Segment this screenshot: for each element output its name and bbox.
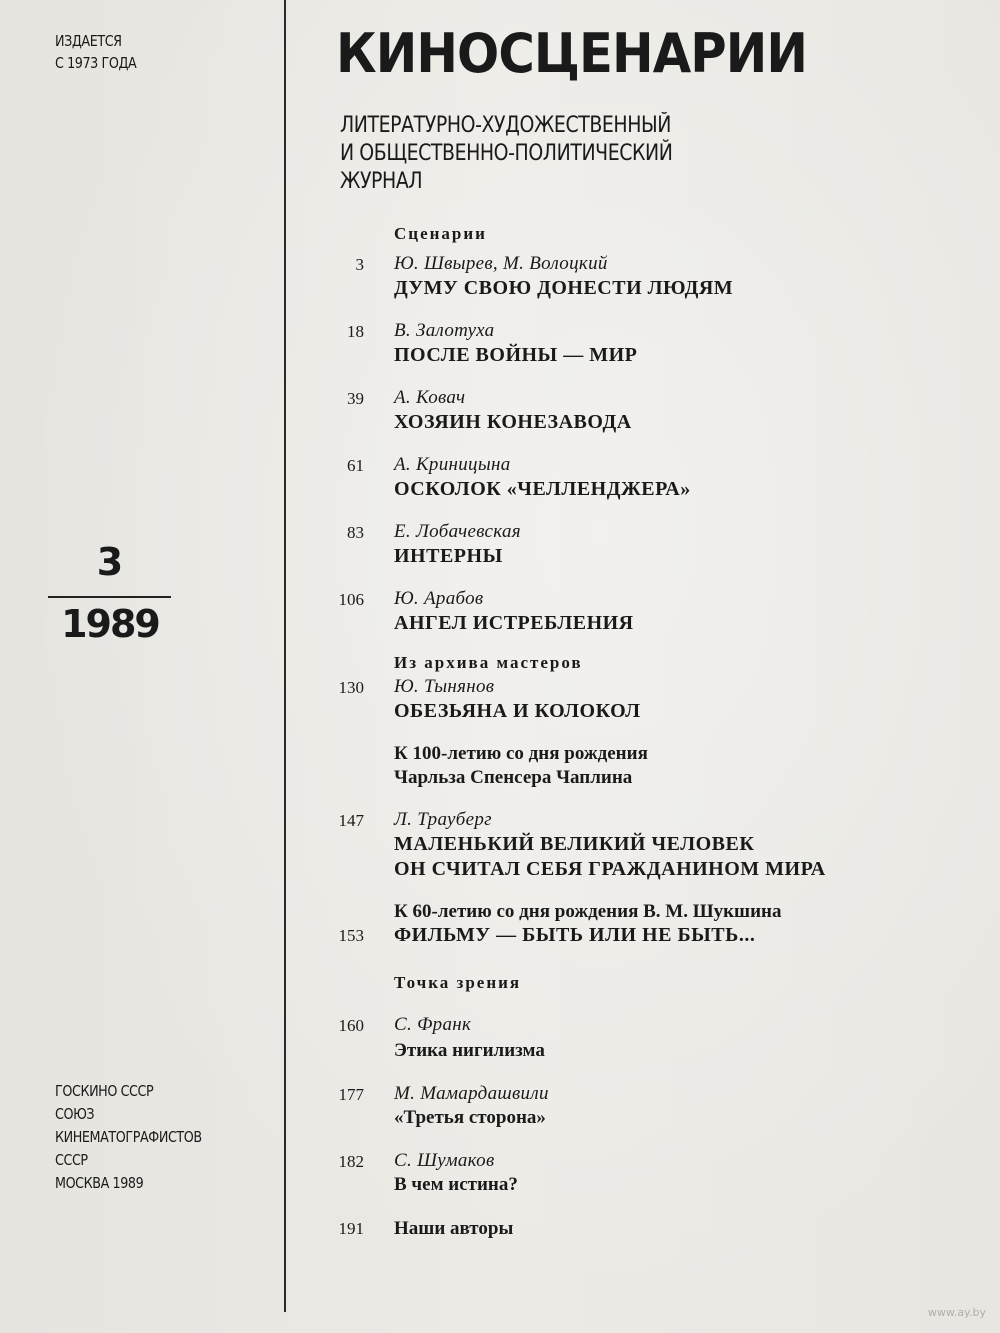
entry-10-page: 160 [338, 1016, 364, 1035]
entry-13-title: Наши авторы [394, 1218, 514, 1239]
section-heading-archive: Из архива мастеров [394, 653, 583, 672]
entry-4-author: А. Криницына [394, 454, 511, 475]
magazine-title: КИНОСЦЕНАРИИ [336, 22, 808, 85]
watermark: www.ay.by [927, 1306, 986, 1319]
entry-6-author: Ю. Арабов [394, 588, 484, 609]
magazine-subtitle [340, 112, 672, 196]
entry-6-page: 106 [338, 590, 364, 609]
publisher-line-2: СОЮЗ [55, 1105, 95, 1123]
issue-number: 3 [96, 540, 124, 584]
subtitle-line-3: ЖУРНАЛ [340, 169, 423, 194]
entry-4-title: ОСКОЛОК «ЧЕЛЛЕНДЖЕРА» [394, 478, 691, 500]
entry-9-title: ФИЛЬМУ — БЫТЬ ИЛИ НЕ БЫТЬ... [394, 924, 756, 946]
entry-13-page: 191 [338, 1219, 364, 1238]
since-line-1: ИЗДАЕТСЯ [55, 32, 122, 50]
entry-2-author: В. Залотуха [394, 320, 495, 341]
entry-12-author: С. Шумаков [394, 1150, 495, 1171]
entry-11-page: 177 [338, 1085, 364, 1104]
since-line-2: С 1973 ГОДА [55, 54, 137, 72]
entry-11-author: М. Мамардашвили [394, 1083, 549, 1104]
entry-5-page: 83 [347, 523, 364, 542]
entry-3-page: 39 [347, 389, 364, 408]
entry-11-title: «Третья сторона» [394, 1107, 546, 1128]
entry-1-page: 3 [355, 255, 364, 274]
section-heading-viewpoint: Точка зрения [394, 973, 522, 992]
entry-8-title-line-2: ОН СЧИТАЛ СЕБЯ ГРАЖДАНИНОМ МИРА [394, 858, 826, 880]
entry-1-title: ДУМУ СВОЮ ДОНЕСТИ ЛЮДЯМ [394, 277, 734, 299]
section-heading-scripts: Сценарии [394, 224, 487, 243]
entry-1-author: Ю. Швырев, М. Волоцкий [394, 253, 608, 274]
column-divider [284, 0, 286, 1312]
entry-4-page: 61 [347, 456, 364, 475]
entry-3-title: ХОЗЯИН КОНЕЗАВОДА [394, 411, 632, 433]
entry-3-author: А. Ковач [394, 387, 466, 408]
entry-2-title: ПОСЛЕ ВОЙНЫ — МИР [394, 344, 638, 366]
entry-8-page: 147 [338, 811, 364, 830]
entry-2-page: 18 [347, 322, 364, 341]
publisher-line-3: КИНЕМАТОГРАФИСТОВ [55, 1128, 202, 1146]
entry-10-author: С. Франк [394, 1014, 472, 1035]
subtitle-line-1: ЛИТЕРАТУРНО-ХУДОЖЕСТВЕННЫЙ [340, 113, 672, 138]
chaplin-note-line-2: Чарльза Спенсера Чаплина [394, 767, 633, 788]
publication-since [55, 30, 136, 74]
publisher-line-4: СССР [55, 1151, 88, 1169]
entry-8-author: Л. Трауберг [394, 809, 492, 830]
entry-5-author: Е. Лобачевская [394, 521, 521, 542]
entry-7-title: ОБЕЗЬЯНА И КОЛОКОЛ [394, 700, 641, 722]
publisher-line-5: МОСКВА 1989 [55, 1174, 144, 1192]
entry-10-title: Этика нигилизма [394, 1040, 545, 1061]
entry-7-page: 130 [338, 678, 364, 697]
entry-5-title: ИНТЕРНЫ [394, 545, 503, 567]
chaplin-note-line-1: К 100-летию со дня рождения [394, 743, 648, 764]
issue-year: 1989 [61, 602, 159, 646]
subtitle-line-2: И ОБЩЕСТВЕННО-ПОЛИТИЧЕСКИЙ [340, 141, 673, 166]
entry-9-page: 153 [338, 926, 364, 945]
entry-8-title-line-1: МАЛЕНЬКИЙ ВЕЛИКИЙ ЧЕЛОВЕК [394, 833, 755, 855]
entry-12-page: 182 [338, 1152, 364, 1171]
entry-6-title: АНГЕЛ ИСТРЕБЛЕНИЯ [394, 612, 634, 634]
entry-7-author: Ю. Тынянов [394, 676, 495, 697]
entry-12-title: В чем истина? [394, 1174, 518, 1195]
publisher-line-1: ГОСКИНО СССР [55, 1082, 154, 1100]
shukshin-note: К 60-летию со дня рождения В. М. Шукшина [394, 901, 782, 922]
